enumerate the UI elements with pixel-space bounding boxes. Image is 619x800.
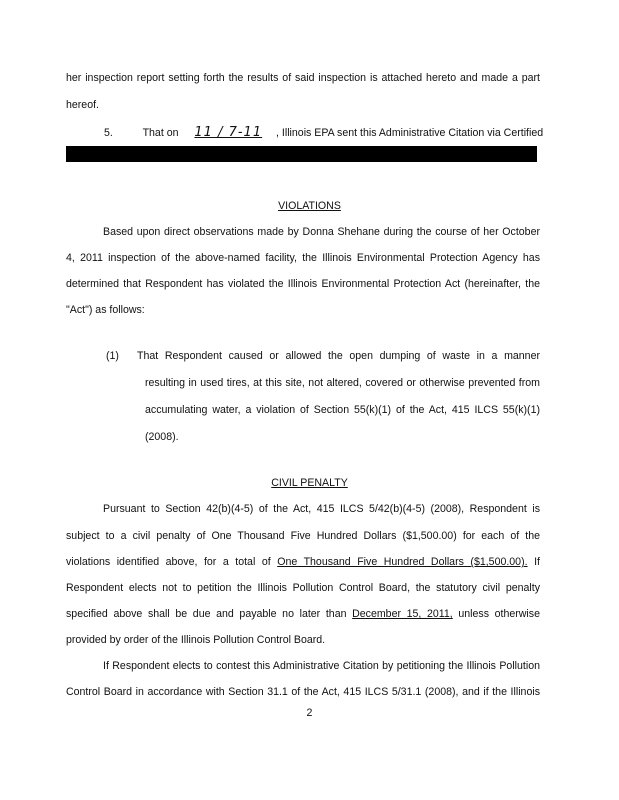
item-5-number: 5. (104, 127, 113, 139)
civil-penalty-line-3-post: If (534, 556, 540, 568)
intro-line-1: her inspection report setting forth the results of said inspection is attached hereto and made a part (66, 72, 540, 84)
redaction-bar (66, 146, 537, 162)
item-5-prefix: That on (142, 127, 179, 139)
page-number: 2 (306, 707, 313, 719)
civil-penalty-due-date: December 15, 2011, (352, 608, 453, 620)
civil-penalty-line-4: Respondent elects not to petition the Illinois Pollution Control Board, the statutory civil penalty (66, 582, 540, 594)
item-5-suffix: , Illinois EPA sent this Administrative Citation via Certified (276, 127, 544, 139)
violations-line-4: "Act") as follows: (66, 304, 145, 316)
violations-heading: VIOLATIONS (278, 200, 341, 212)
violations-line-2: 4, 2011 inspection of the above-named facility, the Illinois Environmental Protection Agency has (66, 252, 540, 264)
civil-penalty-line-3-pre: violations identified above, for a total of (66, 556, 271, 568)
violation-item-line-4: (2008). (145, 431, 179, 443)
civil-penalty-line-5 (66, 608, 540, 620)
violations-line-1: Based upon direct observations made by Donna Shehane during the course of her October (103, 226, 540, 238)
violation-item-line-1: That Respondent caused or allowed the open dumping of waste in a manner (137, 350, 540, 362)
civil-penalty-line-5-post: unless otherwise (458, 608, 540, 620)
last-para-line-1: If Respondent elects to contest this Administrative Citation by petitioning the Illinois Pollution (103, 660, 540, 672)
violations-line-3: determined that Respondent has violated the Illinois Environmental Protection Act (hereinafter, the (66, 278, 540, 290)
intro-line-2: hereof. (66, 99, 99, 111)
violation-item-line-2: resulting in used tires, at this site, not altered, covered or otherwise prevented from (145, 377, 540, 389)
item-5-handwritten-date: 11 / 7-11 (194, 125, 263, 140)
civil-penalty-heading: CIVIL PENALTY (271, 477, 348, 489)
civil-penalty-line-5-pre: specified above shall be due and payable no later than (66, 608, 347, 620)
civil-penalty-line-3 (66, 556, 540, 568)
item-5-line (104, 125, 543, 140)
last-para-line-2: Control Board in accordance with Section 31.1 of the Act, 415 ILCS 5/31.1 (2008), and if the Illinois (66, 686, 540, 698)
violation-item-line-3: accumulating water, a violation of Section 55(k)(1) of the Act, 415 ILCS 55(k)(1) (145, 404, 540, 416)
civil-penalty-line-2: subject to a civil penalty of One Thousand Five Hundred Dollars ($1,500.00) for each of the (66, 530, 540, 542)
civil-penalty-line-1: Pursuant to Section 42(b)(4-5) of the Act, 415 ILCS 5/42(b)(4-5) (2008), Respondent is (103, 503, 540, 515)
civil-penalty-line-6: provided by order of the Illinois Pollution Control Board. (66, 634, 326, 646)
civil-penalty-total: One Thousand Five Hundred Dollars ($1,500.00). (277, 556, 528, 568)
violation-item-number: (1) (106, 350, 119, 362)
